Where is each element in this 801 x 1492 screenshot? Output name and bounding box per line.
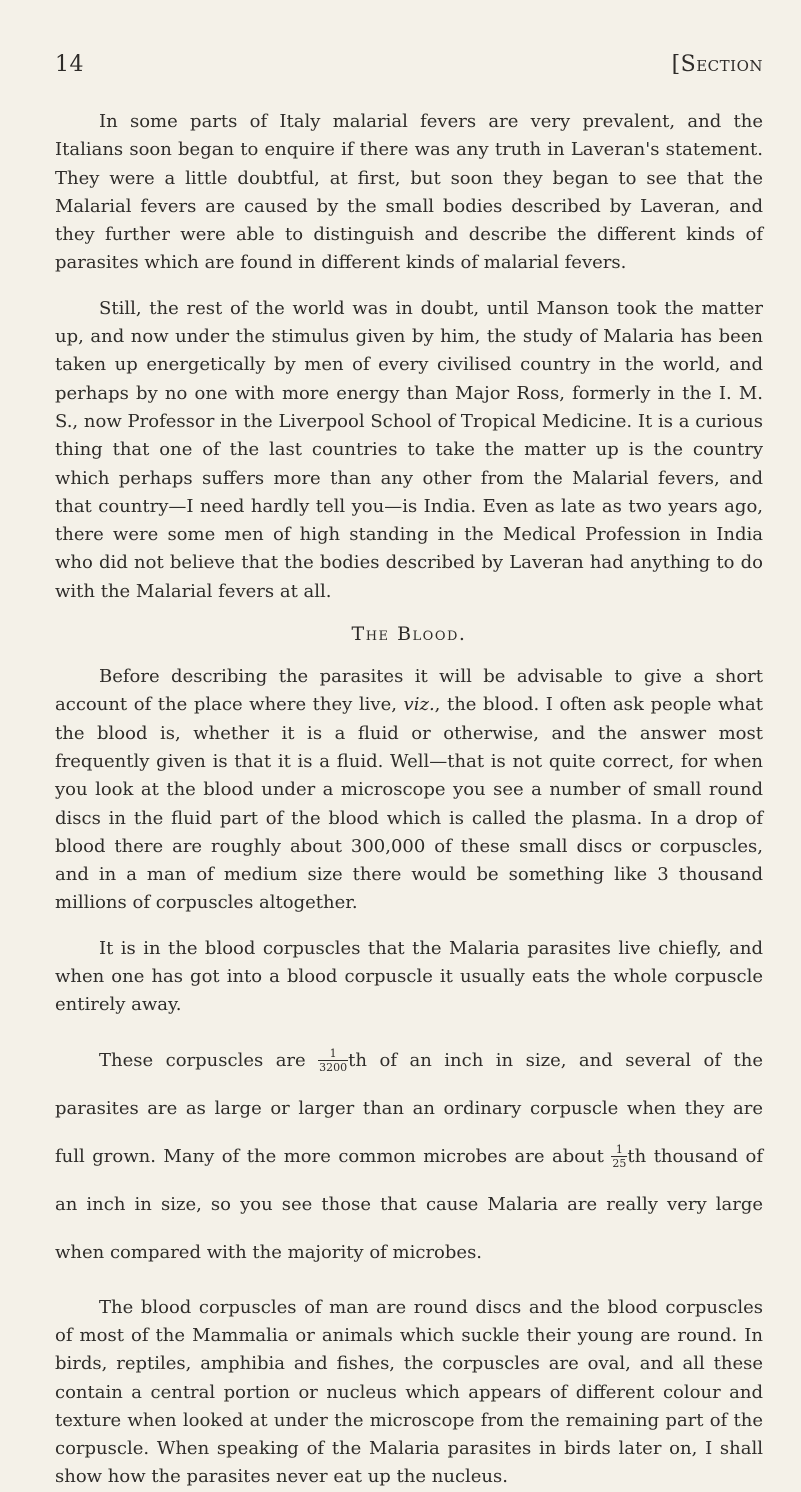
corpuscle-size-text-2: th of an inch in size, and several of the parasites are as large or larger than an ordinary corpuscle when they are full grown. Many of the more common microbes are about [55,1049,763,1167]
paragraph-corpuscle-parasites: It is in the blood corpuscles that the Malaria parasites live chiefly, and when one has got into a blood corpuscle it usually eats the whole corpuscle entirely away. [55,937,763,1016]
fraction-one-3200th [318,1048,348,1073]
fraction-denominator: 25 [612,1157,627,1171]
page-number: 14 [55,52,84,77]
paragraph-blood-viz: viz. [403,694,435,716]
paragraph-italy: In some parts of Italy malarial fevers are very prevalent, and the Italians soon began to enquire if there was any truth in Laveran's statement. They were a little doubtful, at first, but soon they began to see that the Malarial fevers are caused by the small bodies described by Laveran, and they further were able to distinguish and describe the different kinds of parasites which are found in different kinds of malarial fevers. [55,111,763,274]
corpuscle-size-text-3: th thousand of an inch in size, so you see those that cause Malaria are really very large when compared with the majority of microbes. [55,1145,763,1263]
paragraph-blood-text-1: Before describing the parasites it will be advisable to give a short account of the place where they live, [55,666,763,716]
body-text [55,108,763,1492]
paragraph-corpuscle-size [55,1037,763,1277]
page-header [55,52,763,82]
section-heading: The Blood. [351,623,467,646]
paragraph-mammalia: The blood corpuscles of man are round discs and the blood corpuscles of most of the Mammalia or animals which suckle their young are round. In birds, reptiles, amphibia and fishes, the corpuscles are oval, and all these contain a central portion or nucleus which appears of different colour and texture when looked at under the microscope from the remaining part of the corpuscle. When speaking of the Malaria parasites in birds later on, I shall show how the parasites never eat up the nucleus. [55,1296,763,1488]
fraction-one-25th [611,1144,627,1169]
paragraph-manson: Still, the rest of the world was in doubt, until Manson took the matter up, and now under the stimulus given by him, the study of Malaria has been taken up energetically by men of every civilised country in the world, and perhaps by no one with more energy than Major Ross, formerly in the I. M. S., now Professor in the Liverpool School of Tropical Medicine. It is a curious thing that one of the last countries to take the matter up is the country which perhaps suffers more than any other from the Malarial fevers, and that country—I need hardly tell you—is India. Even as late as two years ago, there were some men of high standing in the Medical Profession in India who did not believe that the bodies described by Laveran had anything to do with the Malarial fevers at all. [55,297,763,602]
paragraph-blood-text-2: , the blood. I often ask people what the blood is, whether it is a fluid or otherwise, and the answer most frequently given is that it is a fluid. Well—that is not quite correct, for when you look at the blood under a microscope you see a number of small round discs in the fluid part of the blood which is called the plasma. In a drop of blood there are roughly about 300,000 of these small discs or corpuscles, and in a man of medium size there would be something like 3 thousand millions of corpuscles altogether. [55,694,763,914]
paragraph-blood [55,663,763,918]
fraction-numerator: 1 [615,1143,623,1157]
fraction-numerator: 1 [329,1047,337,1061]
corpuscle-size-text-1: These corpuscles are [99,1049,319,1071]
fraction-denominator: 3200 [319,1061,348,1075]
running-head: [Section [671,52,763,77]
